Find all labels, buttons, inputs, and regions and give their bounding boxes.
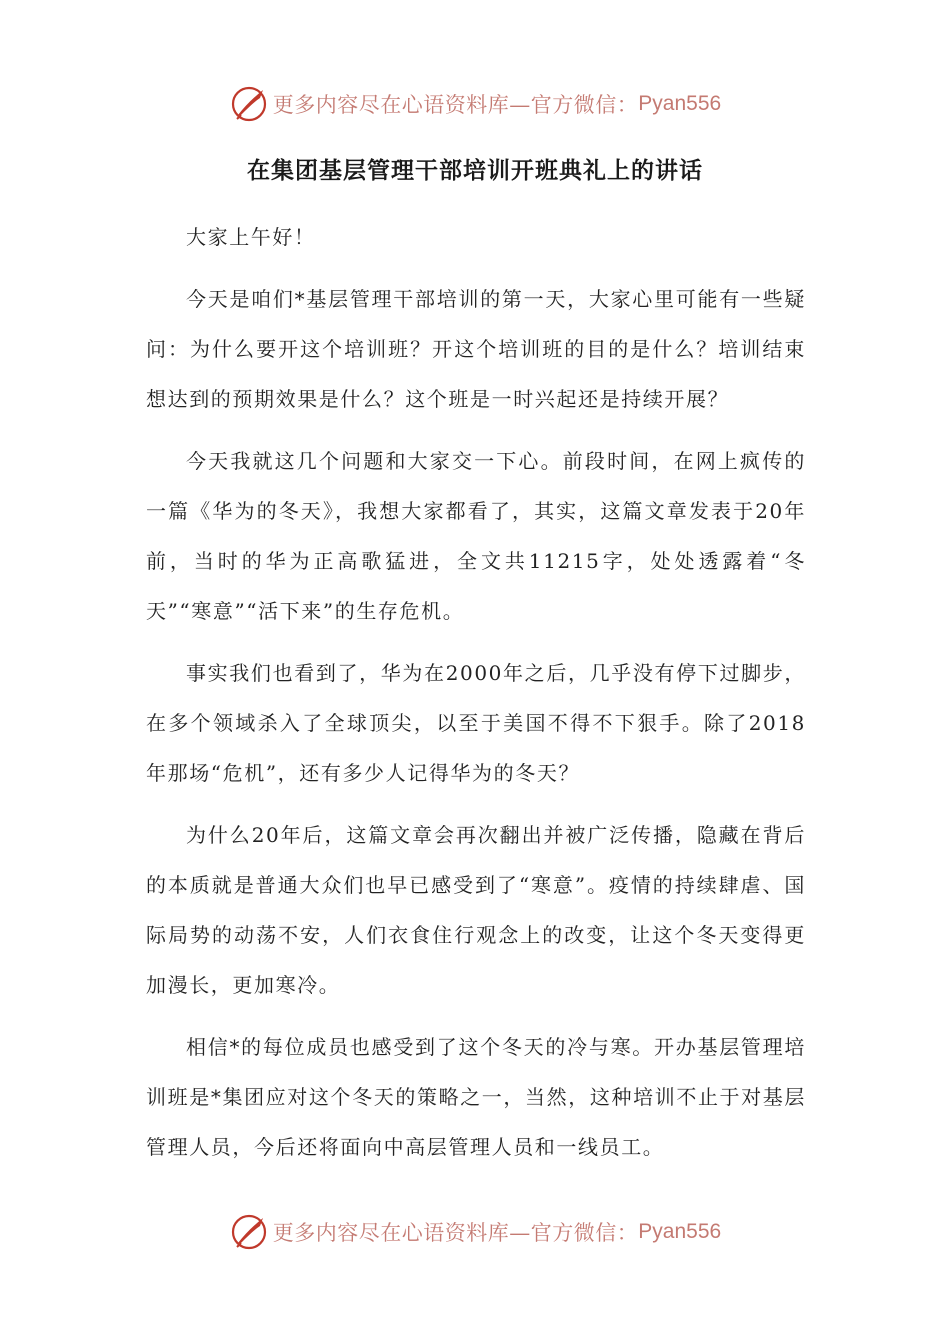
paragraph-huawei-progress: 事实我们也看到了，华为在2000年之后，几乎没有停下过脚步，在多个领域杀入了全球顶尖，以至于美国不得不下狠手。除了2018年那场“危机”，还有多少人记得华为的冬天？ bbox=[146, 661, 806, 785]
paragraph-greeting: 大家上午好！ bbox=[186, 225, 316, 249]
paragraph-why-spread: 为什么20年后，这篇文章会再次翻出并被广泛传播，隐藏在背后的本质就是普通大众们也早已感受到了“寒意”。疫情的持续肆虐、国际局势的动荡不安，人们衣食住行观念上的改变，让这个冬天变得更加漫长，更加寒冷。 bbox=[146, 823, 806, 997]
footer-watermark bbox=[0, 1210, 950, 1254]
paragraph-huawei-winter: 今天我就这几个问题和大家交一下心。前段时间，在网上疯传的一篇《华为的冬天》，我想大家都看了，其实，这篇文章发表于20年前，当时的华为正高歌猛进，全文共11215字，处处透露着“冬天”“寒意”“活下来”的生存危机。 bbox=[146, 449, 806, 623]
watermark-handle: Pyan556 bbox=[638, 1220, 722, 1243]
watermark-text: 更多内容尽在心语资料库—官方微信： bbox=[272, 93, 639, 117]
watermark-handle: Pyan556 bbox=[638, 92, 722, 115]
document-title: 在集团基层管理干部培训开班典礼上的讲话 bbox=[247, 158, 703, 184]
quill-seal-icon bbox=[229, 84, 269, 124]
paragraph-questions: 今天是咱们*基层管理干部培训的第一天，大家心里可能有一些疑问：为什么要开这个培训班？开这个培训班的目的是什么？培训结束想达到的预期效果是什么？这个班是一时兴起还是持续开展？ bbox=[146, 287, 806, 411]
header-watermark bbox=[0, 82, 950, 126]
watermark-text: 更多内容尽在心语资料库—官方微信： bbox=[272, 1221, 639, 1245]
paragraph-training-strategy: 相信*的每位成员也感受到了这个冬天的冷与寒。开办基层管理培训班是*集团应对这个冬天的策略之一，当然，这种培训不止于对基层管理人员，今后还将面向中高层管理人员和一线员工。 bbox=[146, 1035, 806, 1159]
quill-seal-icon bbox=[229, 1212, 269, 1252]
document-body bbox=[146, 212, 806, 1184]
